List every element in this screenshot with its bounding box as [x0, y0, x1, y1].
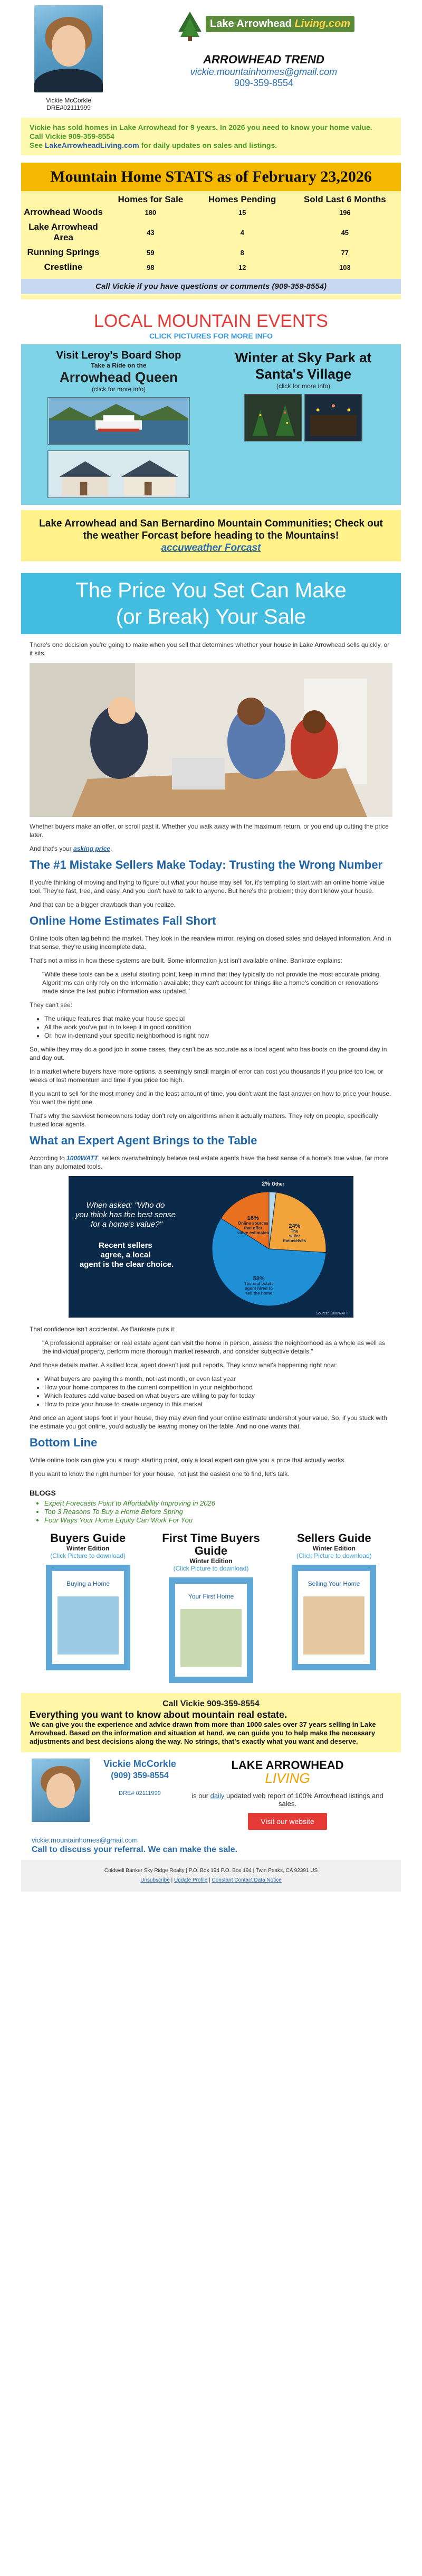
buyers-guide-cover[interactable] — [46, 1565, 130, 1670]
intro-line-3 — [30, 141, 392, 150]
agent-dre: DRE#02111999 — [46, 104, 91, 111]
events-title: LOCAL MOUNTAIN EVENTS — [94, 311, 328, 331]
footer-info — [21, 1693, 401, 1752]
intro-banner — [21, 118, 401, 155]
article-p9: In a market where buyers have more options, a seemingly small margin of error can cost you thousands if you price too low, or weeks of lost momentum and time if you price too high. — [30, 1068, 383, 1084]
article-p12 — [30, 1154, 392, 1171]
pie-label-0: 24% The seller themselves — [283, 1223, 306, 1244]
guide-download-note: (Click Picture to download) — [296, 1552, 372, 1559]
intro-line-2: Call Vickie 909-359-8554 — [30, 132, 114, 140]
referral-message: Call to discuss your referral. We can make the sale. — [32, 1845, 238, 1854]
agent-card-brand — [185, 1759, 390, 1830]
stats-col-sold: Sold Last 6 Months — [303, 194, 386, 204]
list-item: • All the work you've put in to keep it in good condition — [44, 1023, 392, 1031]
article-p11: That's why the savviest homeowners today don't rely on algorithms when it actually matters. They rely on people, specifically trusted local agents. — [30, 1112, 378, 1128]
buyers-guide — [26, 1532, 149, 1685]
guide-download-note: (Click Picture to download) — [50, 1552, 126, 1559]
header-email-link[interactable]: vickie.mountainhomes@gmail.com — [190, 67, 338, 77]
event-queen-title: Arrowhead Queen — [60, 369, 178, 385]
article-p16: While online tools can give you a rough starting point, only a local expert can give you a price that actually works. — [30, 1456, 346, 1464]
event-santas-title: Winter at Sky Park at Santa's Village — [235, 350, 372, 382]
article-p14: And those details matter. A skilled local agent doesn't just pull reports. They know what's happening right now: — [30, 1361, 337, 1369]
article-p3: If you're thinking of moving and trying to figure out what your house may sell for, it's tempting to start with an online home value tool. They're fast, free, and easy. And you don't have to talk to anyone. But here's the problem; they don't know your house. — [30, 879, 385, 895]
pending-count: 8 — [240, 248, 244, 257]
header-phone-link[interactable]: 909-359-8554 — [234, 78, 294, 88]
article-p5: Online tools often lag behind the market. They look in the rearview mirror, relying on closed sales and delayed information. And in that sense, they're using incomplete data. — [30, 935, 391, 951]
pie-label-2: 2% Other — [262, 1181, 284, 1188]
stats-table — [21, 191, 401, 275]
pie-label-1: 16% Online sources that offer value estimates — [237, 1215, 269, 1236]
article-p12-pre: According to — [30, 1154, 67, 1162]
legal-address: Coldwell Banker Sky Ridge Realty | P.O. Box 194 P.O. Box 194 | Twin Peaks, CA 92391 US — [104, 1868, 318, 1874]
lake-arrowhead-living-logo[interactable] — [169, 8, 359, 45]
sky-park-image-2[interactable] — [304, 394, 362, 441]
brand-description — [185, 1792, 390, 1808]
stats-col-for-sale: Homes for Sale — [118, 194, 184, 204]
guides-section — [21, 1530, 401, 1690]
pie-chart-svg — [69, 1176, 353, 1318]
guide-edition: Winter Edition — [189, 1557, 233, 1565]
guide-title: First Time Buyers Guide — [162, 1531, 260, 1557]
footer-body: We can give you the experience and advice drawn from more than 1000 sales over 37 years selling in Lake Arrowhead. Based on the information and situation at hand, we can guide you to help make the necessary adjustments and best decisions along the way. No strings, that's exactly what you want and deserve. — [30, 1721, 376, 1745]
headline-line-2: (or Break) Your Sale — [116, 605, 306, 628]
sold-count: 45 — [341, 228, 349, 237]
agent-card-photo — [32, 1759, 90, 1822]
intro-line-1: Vickie has sold homes in Lake Arrowhead for 9 years. In 2026 you need to know your home value. — [30, 123, 372, 131]
pie-slice-0 — [269, 1192, 326, 1253]
constant-contact-link[interactable]: Constant Contact Data Notice — [212, 1877, 282, 1883]
article-p2-pre: And that's your — [30, 845, 74, 852]
section-heading-bottom-line: Bottom Line — [30, 1436, 98, 1449]
area-name: Running Springs — [27, 247, 100, 257]
event-leroys-sub: Take a Ride on the — [91, 362, 147, 369]
sellers-guide — [273, 1532, 396, 1685]
brand-line-1: LAKE ARROWHEAD — [231, 1759, 344, 1772]
chart-subtitle: Recent sellers agree, a local agent is the clear choice. — [79, 1241, 174, 1269]
agent-card-phone[interactable]: (909) 359-8554 — [111, 1771, 169, 1780]
footer-email-link[interactable]: vickie.mountainhomes@gmail.com — [32, 1836, 138, 1844]
footer-headline: Everything you want to know about mountain real estate. — [30, 1709, 287, 1720]
logo-text: Lake Arrowhead — [210, 18, 292, 30]
blogs-title: BLOGS — [30, 1489, 56, 1497]
agent-meeting-photo — [30, 663, 392, 817]
article-p1: Whether buyers make an offer, or scroll past it. Whether you walk away with the maximum return, or you end up cutting the price later. — [30, 823, 389, 839]
agent-card-name: Vickie McCorkle — [103, 1759, 176, 1769]
header — [21, 0, 401, 115]
section-heading-estimates: Online Home Estimates Fall Short — [30, 914, 216, 927]
article-p2 — [30, 844, 392, 853]
sold-count: 196 — [339, 208, 351, 217]
visit-website-button[interactable]: Visit our website — [248, 1813, 327, 1830]
pine-tree-icon — [174, 11, 206, 42]
events-subtitle: CLICK PICTURES FOR MORE INFO — [149, 332, 273, 340]
first-time-guide-cover[interactable] — [169, 1577, 253, 1683]
agent-box — [21, 5, 116, 111]
article-p15: And once an agent steps foot in your house, they may even find your online estimate undershot your value. So, if you stuck with the estimate you got online, you'd actually be leaving money on the table. And no one wants that. — [30, 1414, 387, 1430]
event-santas-note: (click for more info) — [276, 382, 331, 390]
for-sale-count: 43 — [147, 228, 155, 237]
guide-download-note: (Click Picture to download) — [173, 1565, 249, 1572]
article-p2-post: . — [110, 845, 112, 852]
pie-label-3: 58% The real estate agent hired to sell the home — [244, 1275, 274, 1296]
chart-source: Source: 1000WATT — [316, 1312, 348, 1315]
article-headline — [21, 573, 401, 634]
sellers-guide-cover[interactable] — [292, 1565, 376, 1670]
bankrate-quote-2: "A professional appraiser or real estate agent can visit the home in person, assess the neighborhood as a whole as well as the individual property, perform more thorough market research, and consider subjective details." — [42, 1339, 385, 1355]
blog-link[interactable]: • Top 3 Reasons To Buy a Home Before Spring — [44, 1508, 392, 1516]
pending-count: 15 — [238, 208, 246, 217]
blog-link[interactable]: • Four Ways Your Home Equity Can Work For You — [44, 1516, 392, 1525]
stats-col-pending: Homes Pending — [208, 194, 276, 204]
events-grid — [21, 344, 401, 505]
intro-line-3-post: for daily updates on sales and listings. — [139, 141, 277, 149]
section-heading-mistake: The #1 Mistake Sellers Make Today: Trusting the Wrong Number — [30, 858, 383, 871]
blog-link[interactable]: • Expert Forecasts Point to Affordability Improving in 2026 — [44, 1499, 392, 1508]
agent-knows-list — [44, 1375, 392, 1408]
article-p10: If you want to sell for the most money and in the least amount of time, you don't want the fast answer on how to price your house. You want the right one. — [30, 1090, 391, 1106]
list-item: • Or, how in-demand your specific neighborhood is right now — [44, 1031, 392, 1040]
brand-text-post: updated web report of 100% Arrowhead listings and sales. — [224, 1792, 383, 1808]
list-item: • Which features add value based on what buyers are willing to pay for today — [44, 1392, 392, 1400]
unsubscribe-link[interactable]: Unsubscribe — [140, 1877, 170, 1883]
area-name: Crestline — [44, 262, 83, 272]
for-sale-count: 98 — [147, 263, 155, 271]
agent-card-info — [90, 1759, 185, 1830]
intro-line-3-pre: See — [30, 141, 45, 149]
guide-edition: Winter Edition — [312, 1545, 356, 1552]
for-sale-count: 59 — [147, 248, 155, 257]
sky-park-image-1[interactable] — [244, 394, 302, 441]
logo-accent: Living.com — [294, 18, 351, 30]
brand-line-2: LIVING — [265, 1770, 310, 1786]
article-intro: There's one decision you're going to make when you sell that determines whether your house in Lake Arrowhead sells quickly, or it sits. — [30, 641, 390, 657]
first-time-buyers-guide — [149, 1532, 272, 1685]
cant-see-list — [44, 1014, 392, 1040]
arrowhead-queen-image[interactable] — [47, 397, 190, 445]
event-leroys-title: Visit Leroy's Board Shop — [56, 350, 181, 361]
legal-links: Unsubscribe | Update Profile | Constant Contact Data Notice — [140, 1877, 282, 1883]
article-p12-post: , sellers overwhelmingly believe real estate agents have the best sense of a home's true value, far more than any automated tools. — [30, 1154, 389, 1170]
brand-text-pre: is our — [191, 1792, 210, 1800]
daily-link[interactable]: daily — [210, 1792, 225, 1800]
article-p13: That confidence isn't accidental. As Bankrate puts it: — [30, 1325, 176, 1333]
asking-price-link[interactable]: asking price — [73, 845, 111, 852]
guide-title: Sellers Guide — [297, 1531, 371, 1545]
area-name: Arrowhead Woods — [24, 207, 103, 217]
article-p7: They can't see: — [30, 1001, 72, 1009]
seller-survey-chart — [69, 1176, 353, 1318]
article-p6: That's not a miss in how these systems are built. Some information just isn't available online. Bankrate explains: — [30, 957, 342, 964]
list-item: • What buyers are paying this month, not last month, or even last year — [44, 1375, 392, 1383]
headline-line-1: The Price You Set Can Make — [75, 579, 347, 602]
guide-cover-title: Buying a Home — [66, 1580, 110, 1587]
list-item: • The unique features that make your house special — [44, 1014, 392, 1023]
for-sale-count: 180 — [145, 208, 157, 217]
brand-box — [116, 5, 401, 111]
pending-count: 4 — [240, 228, 244, 237]
table-row — [21, 220, 401, 245]
stats-title: Mountain Home STATS as of February 23,2026 — [21, 163, 401, 191]
bankrate-quote-1: "While these tools can be a useful starting point, keep in mind that they typically do not provide the most accurate pricing. Algorithms can only rely on the information available; they can't account for things like a home's condition or renovations made since the last public information was updated." — [42, 971, 381, 995]
guide-cover-title: Selling Your Home — [308, 1580, 360, 1587]
legal-footer — [21, 1860, 401, 1892]
update-profile-link[interactable]: Update Profile — [174, 1877, 208, 1883]
guide-edition: Winter Edition — [66, 1545, 110, 1552]
sold-count: 103 — [339, 263, 351, 271]
event-santas-village — [211, 350, 396, 500]
accuweather-link[interactable]: accuweather Forcast — [161, 542, 261, 553]
pending-count: 12 — [238, 263, 246, 271]
list-item: • How to price your house to create urgency in this market — [44, 1400, 392, 1408]
newsletter-title: ARROWHEAD TREND — [203, 53, 324, 66]
table-row — [21, 205, 401, 220]
article-p17: If you want to know the right number for your house, not just the easiest one to find, let's talk. — [30, 1470, 290, 1478]
guide-title: Buyers Guide — [50, 1531, 126, 1545]
email-container — [21, 0, 401, 1892]
list-item: • How your home compares to the current competition in your neighborhood — [44, 1383, 392, 1392]
footer-call[interactable]: Call Vickie 909-359-8554 — [162, 1699, 260, 1708]
article-p8: So, while they may do a good job in some cases, they can't be as accurate as a local agent who has boots on the ground day in and day out. — [30, 1046, 387, 1061]
stats-section — [21, 163, 401, 299]
forecast-text: Lake Arrowhead and San Bernardino Mountain Communities; Check out the weather Forcast before heading to the Mountains! — [39, 518, 383, 541]
event-leroys-note: (click for more info) — [91, 386, 146, 393]
section-heading-expert: What an Expert Agent Brings to the Table — [30, 1134, 257, 1147]
sold-count: 77 — [341, 248, 349, 257]
call-vickie-bar[interactable]: Call Vickie if you have questions or comments (909-359-8554) — [21, 279, 401, 294]
area-name: Lake Arrowhead Area — [28, 222, 98, 242]
blogs-section — [21, 1483, 401, 1530]
website-link[interactable]: LakeArrowheadLiving.com — [44, 141, 139, 149]
1000watt-link[interactable]: 1000WATT — [66, 1154, 98, 1162]
article-p4: And that can be a bigger drawback than you realize. — [30, 901, 176, 908]
agent-photo[interactable] — [34, 5, 103, 92]
agent-card-dre: DRE# 02111999 — [119, 1790, 161, 1797]
guide-cover-title: Your First Home — [188, 1593, 234, 1600]
table-row — [21, 245, 401, 260]
leroys-board-shop-image[interactable] — [47, 450, 190, 498]
agent-name: Vickie McCorkle — [46, 97, 91, 104]
stats-col-area — [21, 191, 106, 205]
article-body — [21, 634, 401, 1478]
weather-forecast-banner — [21, 510, 401, 561]
table-row — [21, 260, 401, 275]
chart-title: When asked: "Who do you think has the best sense for a home's value?" — [75, 1201, 176, 1229]
agent-card — [21, 1752, 401, 1836]
event-leroys — [26, 350, 211, 500]
